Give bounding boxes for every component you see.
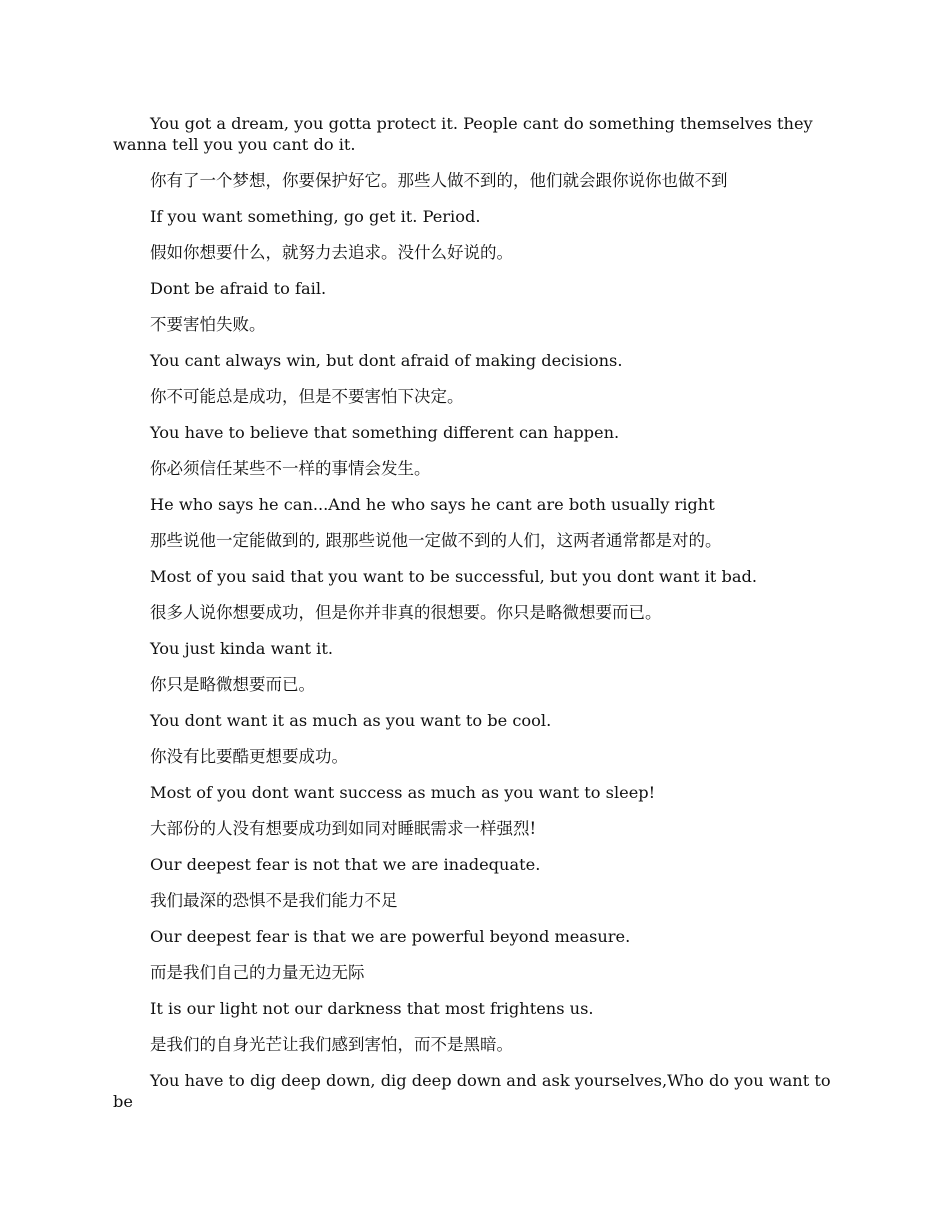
paragraph-cn: 而是我们自己的力量无边无际	[150, 963, 365, 982]
paragraph-en: You cant always win, but dont afraid of making decisions.	[150, 351, 623, 370]
paragraph-en: It is our light not our darkness that most frightens us.	[150, 999, 594, 1018]
paragraph-en: He who says he can...And he who says he cant are both usually right	[150, 495, 715, 514]
paragraph-cn: 你有了一个梦想，你要保护好它。那些人做不到的，他们就会跟你说你也做不到	[150, 171, 728, 190]
paragraph-en: Our deepest fear is not that we are inadequate.	[150, 855, 541, 874]
paragraph-en: If you want something, go get it. Period.	[150, 207, 481, 226]
paragraph-en: Our deepest fear is that we are powerful beyond measure.	[150, 927, 631, 946]
paragraph-cn: 你必须信任某些不一样的事情会发生。	[150, 459, 431, 478]
paragraph-en: You dont want it as much as you want to be cool.	[150, 711, 552, 730]
paragraph-cn: 我们最深的恐惧不是我们能力不足	[150, 891, 398, 910]
paragraph-cn: 那些说他一定能做到的, 跟那些说他一定做不到的人们，这两者通常都是对的。	[150, 531, 722, 550]
paragraph-en: You got a dream, you gotta protect it. People cant do something themselves they wanna tell you you cant do it.	[113, 114, 813, 154]
paragraph-cn: 大部份的人没有想要成功到如同对睡眠需求一样强烈!	[150, 819, 537, 838]
document-body	[113, 113, 843, 1112]
paragraph-en: You just kinda want it.	[150, 639, 333, 658]
paragraph-cn: 假如你想要什么，就努力去追求。没什么好说的。	[150, 243, 513, 262]
paragraph-en: You have to believe that something different can happen.	[150, 423, 620, 442]
paragraph-cn: 很多人说你想要成功，但是你并非真的很想要。你只是略微想要而已。	[150, 603, 662, 622]
paragraph-cn: 你不可能总是成功，但是不要害怕下决定。	[150, 387, 464, 406]
paragraph-en: Most of you dont want success as much as you want to sleep!	[150, 783, 656, 802]
paragraph-cn: 是我们的自身光芒让我们感到害怕，而不是黑暗。	[150, 1035, 513, 1054]
paragraph-en: Most of you said that you want to be successful, but you dont want it bad.	[150, 567, 757, 586]
paragraph-cn: 不要害怕失败。	[150, 315, 266, 334]
paragraph-cn: 你只是略微想要而已。	[150, 675, 315, 694]
paragraph-en: Dont be afraid to fail.	[150, 279, 327, 298]
paragraph-cn: 你没有比要酷更想要成功。	[150, 747, 348, 766]
paragraph-en: You have to dig deep down, dig deep down and ask yourselves,Who do you want to be	[113, 1071, 831, 1111]
